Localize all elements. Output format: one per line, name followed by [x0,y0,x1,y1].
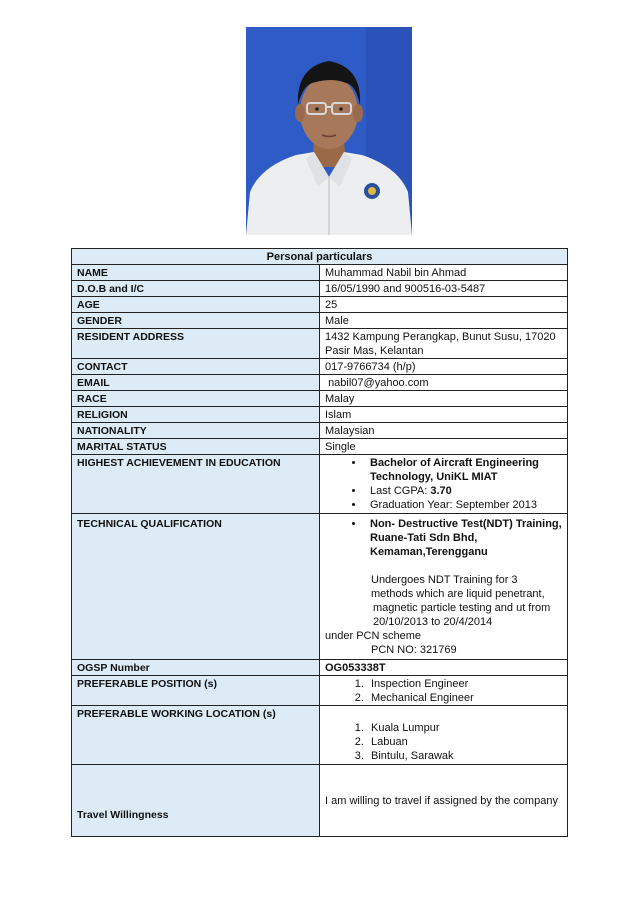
table-header: Personal particulars [72,249,568,265]
gender-value: Male [320,313,568,329]
technical-value [320,514,568,660]
marital-value: Single [320,439,568,455]
age-value: 25 [320,297,568,313]
location-item: 1. Kuala Lumpur [367,721,562,735]
race-value: Malay [320,391,568,407]
name-label: NAME [72,265,320,281]
profile-photo [246,27,412,235]
technical-desc-2: magnetic particle testing and ut from 20/10/2013 to 20/4/2014 [373,602,551,628]
dob-label: D.O.B and I/C [72,281,320,297]
nationality-value: Malaysian [320,423,568,439]
name-value: Muhammad Nabil bin Ahmad [320,265,568,281]
religion-value: Islam [320,407,568,423]
email-text: nabil07@yahoo.com [328,377,429,389]
contact-label: CONTACT [72,359,320,375]
address-value: 1432 Kampung Perangkap, Bunut Susu, 17020 Pasir Mas, Kelantan [320,329,568,359]
position-item: 2. Mechanical Engineer [367,691,562,705]
position-item: 1. Inspection Engineer [367,677,562,691]
religion-label: RELIGION [72,407,320,423]
personal-particulars-table [71,248,568,837]
age-label: AGE [72,297,320,313]
dob-value: 16/05/1990 and 900516-03-5487 [320,281,568,297]
technical-course: • Non- Destructive Test(NDT) Training, Ruane-Tati Sdn Bhd, Kemaman,Terengganu [365,517,562,559]
technical-label: TECHNICAL QUALIFICATION [72,514,320,660]
cgpa-label: Last CGPA: [370,485,431,497]
position-value [320,676,568,706]
ogsp-value: OG053338T [320,660,568,676]
technical-list [325,517,562,559]
technical-desc-1: Undergoes NDT Training for 3 methods which are liquid penetrant, [371,574,545,600]
technical-pcn: PCN NO: 321769 [371,644,457,656]
cgpa-value: 3.70 [430,485,452,497]
location-value [320,706,568,765]
technical-desc-3: under PCN scheme [325,630,421,642]
ogsp-label: OGSP Number [72,660,320,676]
gender-label: GENDER [72,313,320,329]
email-label: EMAIL [72,375,320,391]
location-item: 3. Bintulu, Sarawak [367,749,562,763]
position-label: PREFERABLE POSITION (s) [72,676,320,706]
education-label: HIGHEST ACHIEVEMENT IN EDUCATION [72,455,320,514]
email-value [320,375,568,391]
marital-label: MARITAL STATUS [72,439,320,455]
position-list [325,677,562,705]
contact-value: 017-9766734 (h/p) [320,359,568,375]
location-list [325,721,562,763]
education-list [325,456,562,512]
education-value [320,455,568,514]
location-label: PREFERABLE WORKING LOCATION (s) [72,706,320,765]
education-graduation: • Graduation Year: September 2013 [365,498,562,512]
education-cgpa [365,484,562,498]
race-label: RACE [72,391,320,407]
address-label: RESIDENT ADDRESS [72,329,320,359]
location-item: 2. Labuan [367,735,562,749]
travel-label: Travel Willingness [72,765,320,837]
nationality-label: NATIONALITY [72,423,320,439]
travel-value: I am willing to travel if assigned by the company [320,765,568,837]
education-degree: • Bachelor of Aircraft Engineering Technology, UniKL MIAT [365,456,562,484]
